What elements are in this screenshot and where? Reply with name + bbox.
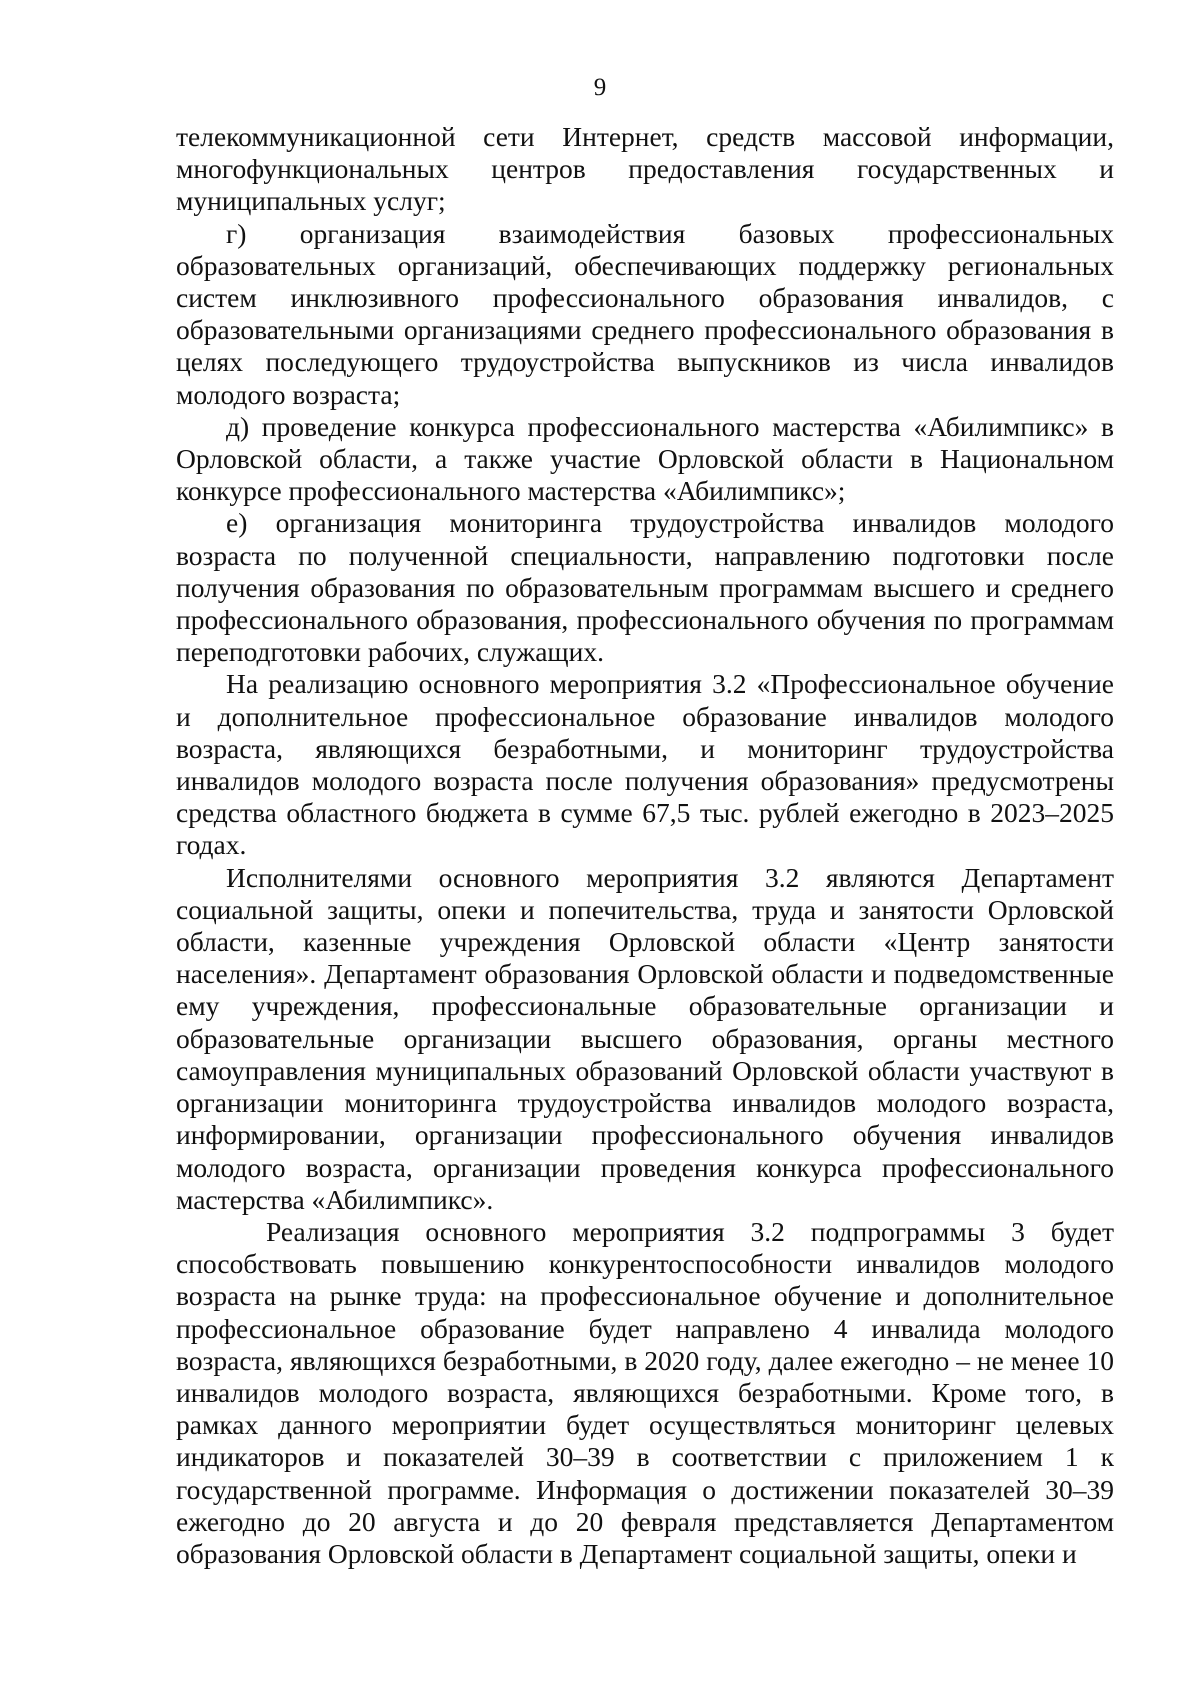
paragraph-item-e: е) организация мониторинга трудоустройства инвалидов молодого возраста по полученной специальности, направлению подготовки после получения образования по образовательным программам высшего и среднего профессионального образования, профессионального обучения по программам переподготовки рабочих, служащих. — [176, 507, 1114, 668]
paragraph-item-d: д) проведение конкурса профессионального мастерства «Абилимпикс» в Орловской области, а также участие Орловской области в Национальном конкурсе профессионального мастерства «Абилимпикс»; — [176, 410, 1114, 507]
page-number: 9 — [593, 74, 607, 101]
paragraph-item-g: г) организация взаимодействия базовых профессиональных образовательных организаций, обеспечивающих поддержку региональных систем инклюзивного профессионального образования инвалидов, с образовательными организациями среднего профессионального образования в целях последующего трудоустройства выпускников из числа инвалидов молодого возраста; — [176, 217, 1114, 410]
paragraph-executors: Исполнителями основного мероприятия 3.2 являются Департамент социальной защиты, опеки и попечительства, труда и занятости Орловской области, казенные учреждения Орловской области «Центр занятости населения». Департамент образования Орловской области и подведомственные ему учреждения, профессиональные образовательные организации и образовательные организации высшего образования, органы местного самоуправления муниципальных образований Орловской области участвуют в организации мониторинга трудоустройства инвалидов молодого возраста, информировании, организации профессионального обучения инвалидов молодого возраста, организации проведения конкурса профессионального мастерства «Абилимпикс». — [176, 861, 1114, 1215]
paragraph-funding: На реализацию основного мероприятия 3.2 «Профессиональное обучение и дополнительное профессиональное образование инвалидов молодого возраста, являющихся безработными, и мониторинг трудоустройства инвалидов молодого возраста после получения образования» предусмотрены средства областного бюджета в сумме 67,5 тыс. рублей ежегодно в 2023–2025 годах. — [176, 668, 1114, 861]
paragraph-implementation: Реализация основного мероприятия 3.2 подпрограммы 3 будет способствовать повышению конкурентоспособности инвалидов молодого возраста на рынке труда: на профессиональное обучение и дополнительное профессиональное образование будет направлено 4 инвалида молодого возраста, являющихся безработными, в 2020 году, далее ежегодно – не менее 10 инвалидов молодого возраста, являющихся безработными. Кроме того, в рамках данного мероприятии будет осуществляться мониторинг целевых индикаторов и показателей 30–39 в соответствии с приложением 1 к государственной программе. Информация о достижении показателей 30–39 ежегодно до 20 августа и до 20 февраля представляется Департаментом образования Орловской области в Департамент социальной защиты, опеки и — [176, 1215, 1114, 1569]
document-body — [176, 121, 1114, 1570]
paragraph-continuation: телекоммуникационной сети Интернет, средств массовой информации, многофункциональных центров предоставления государственных и муниципальных услуг; — [176, 121, 1114, 217]
